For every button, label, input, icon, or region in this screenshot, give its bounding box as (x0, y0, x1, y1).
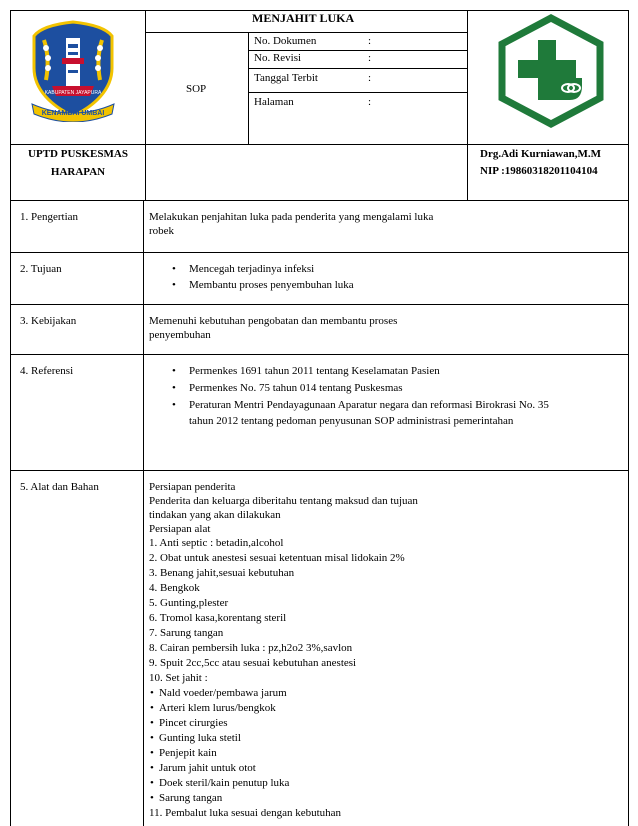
border-right (628, 10, 629, 826)
regency-logo (24, 18, 122, 122)
meta-label-page: Halaman (254, 96, 294, 108)
pengertian-text-line-1: Melakukan penjahitan luka pada penderita yang mengalami luka (149, 211, 434, 223)
org-name-line-1: UPTD PUSKESMAS (28, 148, 128, 160)
body-col-line (143, 200, 144, 826)
puskesmas-logo (496, 14, 606, 128)
referensi-item: • Peraturan Mentri Pendayagunaan Aparatur negara dan reformasi Birokrasi No. 35 (189, 398, 549, 412)
row-line-3 (10, 304, 629, 305)
header-col-line-2 (467, 10, 468, 200)
referensi-item-continuation: tahun 2012 tentang pedoman penyusunan SOP administrasi pemerintahan (189, 415, 514, 427)
set-jahit-item: • Gunting luka stetil (159, 731, 241, 745)
kebijakan-text-line-1: Memenuhi kebutuhan pengobatan dan membantu proses (149, 315, 398, 327)
referensi-item: • Permenkes No. 75 tahun 014 tentang Puskesmas (189, 381, 403, 395)
meta-colon-issue-date: : (368, 72, 372, 84)
alat-line: tindakan yang akan dilakukan (149, 509, 281, 521)
row-line-4 (10, 354, 629, 355)
section-label-pengertian: 1. Pengertian (20, 211, 79, 223)
header-row-line (10, 144, 629, 145)
alat-line: Persiapan penderita (149, 481, 236, 493)
set-jahit-item: • Doek steril/kain penutup luka (159, 776, 289, 790)
sop-meta-divider (248, 32, 249, 144)
alat-line: 6. Tromol kasa,korentang steril (149, 612, 287, 624)
meta-colon-doc-number: : (368, 35, 372, 47)
logo-text: KABUPATEN JAYAPURA (44, 90, 102, 96)
kebijakan-text-line-2: penyembuhan (149, 329, 211, 341)
row-line-1 (10, 200, 629, 201)
document-title: MENJAHIT LUKA (252, 11, 355, 25)
section-label-alat-bahan: 5. Alat dan Bahan (20, 481, 99, 493)
meta-row-line-3 (248, 92, 467, 93)
section-label-referensi: 4. Referensi (20, 365, 74, 377)
alat-line: 9. Spuit 2cc,5cc atau sesuai kebutuhan anestesi (149, 657, 357, 669)
meta-label-revision: No. Revisi (254, 52, 302, 64)
alat-line: 4. Bengkok (149, 582, 200, 594)
tujuan-item: • Membantu proses penyembuhan luka (189, 278, 354, 292)
signatory-nip: NIP :19860318201104104 (480, 165, 598, 177)
set-jahit-item: • Sarung tangan (159, 791, 222, 805)
alat-line: 1. Anti septic : betadin,alcohol (149, 537, 284, 549)
pengertian-text-line-2: robek (149, 225, 175, 237)
set-jahit-item: • Nald voeder/pembawa jarum (159, 686, 287, 700)
org-name (12, 147, 144, 179)
meta-label-doc-number: No. Dokumen (254, 35, 317, 47)
tujuan-item: • Mencegah terjadinya infeksi (189, 262, 314, 276)
meta-colon-revision: : (368, 52, 372, 64)
alat-line: 5. Gunting,plester (149, 597, 229, 609)
section-label-kebijakan: 3. Kebijakan (20, 315, 77, 327)
alat-line: Persiapan alat (149, 523, 211, 535)
border-left (10, 10, 11, 826)
sop-label: SOP (186, 83, 207, 95)
meta-label-issue-date: Tanggal Terbit (254, 72, 318, 84)
section-label-tujuan: 2. Tujuan (20, 263, 62, 275)
alat-line: 10. Set jahit : (149, 672, 208, 684)
set-jahit-item: • Arteri klem lurus/bengkok (159, 701, 276, 715)
row-line-5 (10, 470, 629, 471)
alat-line: 7. Sarung tangan (149, 627, 224, 639)
set-jahit-item: • Pincet cirurgies (159, 716, 228, 730)
signatory-name: Drg.Adi Kurniawan,M.M (480, 148, 601, 160)
org-name-line-2: HARAPAN (50, 166, 106, 178)
alat-last-line: 11. Pembalut luka sesuai dengan kebutuhan (149, 807, 342, 819)
alat-line: 3. Benang jahit,sesuai kebutuhan (149, 567, 295, 579)
meta-row-line-2 (248, 68, 467, 69)
alat-line: 2. Obat untuk anestesi sesuai ketentuan misal lidokain 2% (149, 552, 405, 564)
set-jahit-item: • Penjepit kain (159, 746, 217, 760)
header-col-line-1 (145, 10, 146, 200)
set-jahit-item: • Jarum jahit untuk otot (159, 761, 256, 775)
referensi-item: • Permenkes 1691 tahun 2011 tentang Keselamatan Pasien (189, 364, 440, 378)
logo-motto: KENAMBAI UMBAI (41, 110, 105, 117)
alat-line: 8. Cairan pembersih luka : pz,h2o2 3%,savlon (149, 642, 353, 654)
title-underline (145, 32, 467, 33)
alat-line: Penderita dan keluarga diberitahu tentang maksud dan tujuan (149, 495, 418, 507)
meta-colon-page: : (368, 96, 372, 108)
row-line-2 (10, 252, 629, 253)
